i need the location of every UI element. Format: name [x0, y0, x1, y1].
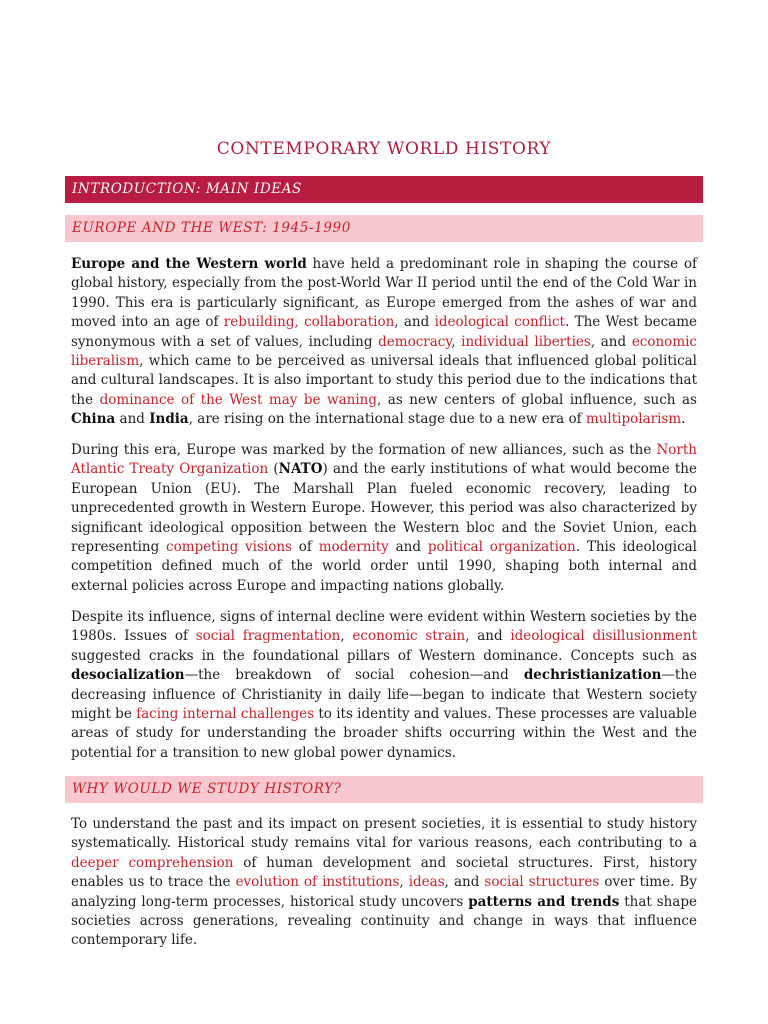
- text-run: and: [115, 411, 150, 428]
- text-run: and: [388, 539, 428, 556]
- text-run: —the breakdown of social cohesion—and: [184, 667, 524, 684]
- text-run: , as new centers of global influence, such as: [377, 391, 697, 408]
- text-run: , and: [394, 314, 435, 331]
- text-run: over time. By analyzing long-term processes, historical study uncovers: [71, 874, 697, 910]
- highlight-social-fragmentation: social fragmentation: [195, 628, 341, 645]
- term-dechristianization: dechristianization: [523, 667, 662, 684]
- text-run: to its identity and values. These processes are valuable areas of study for understanding the broader shifts occurring within the West and the potential for a transition to new global power dynamics.: [71, 706, 697, 761]
- highlight-individual-liberties: individual liberties: [461, 333, 591, 350]
- text-run: Despite its influence, signs of internal decline were evident within Western societies by the 1980s. Issues of: [71, 609, 697, 645]
- highlight-political-organization: political organization: [427, 539, 576, 556]
- text-run: ,: [451, 333, 462, 350]
- highlight-dominance-waning: dominance of the West may be waning: [99, 391, 377, 408]
- text-run: that shape societies across generations, revealing continuity and change in ways that influence contemporary life.: [71, 893, 697, 949]
- term-india: India: [149, 411, 189, 428]
- highlight-economic-liberalism: economic liberalism: [71, 333, 697, 370]
- text-run: , and: [444, 874, 485, 891]
- highlight-ideological-disillusionment: ideological disillusionment: [510, 628, 697, 645]
- highlight-facing-internal-challenges: facing internal challenges: [136, 706, 315, 723]
- term-nato: NATO: [278, 461, 323, 478]
- text-run: ) and the early institutions of what would become the European Union (EU). The Marshall Plan fueled economic recovery, leading to unprecedented growth in Western Europe. However, this period was also characterized by significant ideological opposition between the Western bloc and the Soviet Union, each representing: [71, 461, 697, 556]
- text-run: , are rising on the international stage due to a new era of: [188, 411, 586, 428]
- paragraph-alliances: [71, 441, 697, 596]
- text-run: To understand the past and its impact on present societies, it is essential to study history systematically. Historical study remains vital for various reasons, each contributing to a: [71, 816, 697, 852]
- paragraph-why-study-history: [71, 815, 697, 951]
- highlight-ideas: ideas: [408, 874, 445, 891]
- highlight-evolution-of-institutions: evolution of institutions: [235, 874, 400, 891]
- text-run: ,: [340, 628, 353, 645]
- highlight-democracy: democracy: [378, 333, 452, 350]
- term-china: China: [71, 411, 116, 428]
- text-run: suggested cracks in the foundational pillars of Western dominance. Concepts such as: [71, 647, 697, 664]
- highlight-ideological-conflict: ideological conflict: [434, 314, 565, 331]
- subsection-header-why-study: WHY WOULD WE STUDY HISTORY?: [65, 776, 703, 803]
- text-run: During this era, Europe was marked by the formation of new alliances, such as the: [71, 442, 657, 458]
- text-run: have held a predominant role in shaping the course of global history, especially from the post-World War II period until the end of the Cold War in 1990. This era is particularly significant, as Europe emerged from the ashes of war and moved into an age of: [71, 256, 697, 331]
- text-run: ,: [399, 874, 409, 891]
- text-run: of human development and societal structures. First, history enables us to trace the: [71, 854, 697, 891]
- term-patterns-and-trends: patterns and trends: [468, 893, 620, 910]
- text-run: . This ideological competition defined much of the world order until 1990, shaping both internal and external policies across Europe and impacting nations globally.: [71, 539, 697, 594]
- paragraph-europe-western-world: [71, 255, 697, 430]
- subsection-header-europe-west: EUROPE AND THE WEST: 1945-1990: [65, 215, 703, 242]
- highlight-social-structures: social structures: [484, 874, 600, 891]
- text-run: , and: [590, 333, 632, 350]
- highlight-competing-visions: competing visions: [166, 539, 292, 556]
- highlight-nato-full-name: North Atlantic Treaty Organization: [71, 442, 697, 478]
- term-desocialization: desocialization: [71, 667, 185, 684]
- text-run: .: [681, 411, 686, 428]
- text-run: , and: [465, 628, 511, 645]
- highlight-modernity: modernity: [318, 539, 389, 556]
- text-run: of: [291, 539, 319, 556]
- text-run: (: [268, 461, 279, 478]
- highlight-multipolarism: multipolarism: [585, 411, 682, 428]
- page-title: CONTEMPORARY WORLD HISTORY: [216, 139, 552, 159]
- text-run: , which came to be perceived as universal ideals that influenced global political and cultural landscapes. It is also important to study this period due to the indications that the: [71, 353, 697, 408]
- section-header-introduction: INTRODUCTION: MAIN IDEAS: [65, 176, 703, 203]
- text-run: . The West became synonymous with a set of values, including: [71, 314, 697, 350]
- term-europe-western-world: Europe and the Western world: [71, 256, 307, 272]
- highlight-economic-strain: economic strain: [352, 628, 466, 645]
- paragraph-internal-decline: [71, 608, 697, 763]
- highlight-rebuilding-collaboration: rebuilding, collaboration: [223, 314, 395, 331]
- highlight-deeper-comprehension: deeper comprehension: [71, 854, 234, 871]
- text-run: —the decreasing influence of Christianity in daily life—began to indicate that Western society might be: [71, 667, 697, 723]
